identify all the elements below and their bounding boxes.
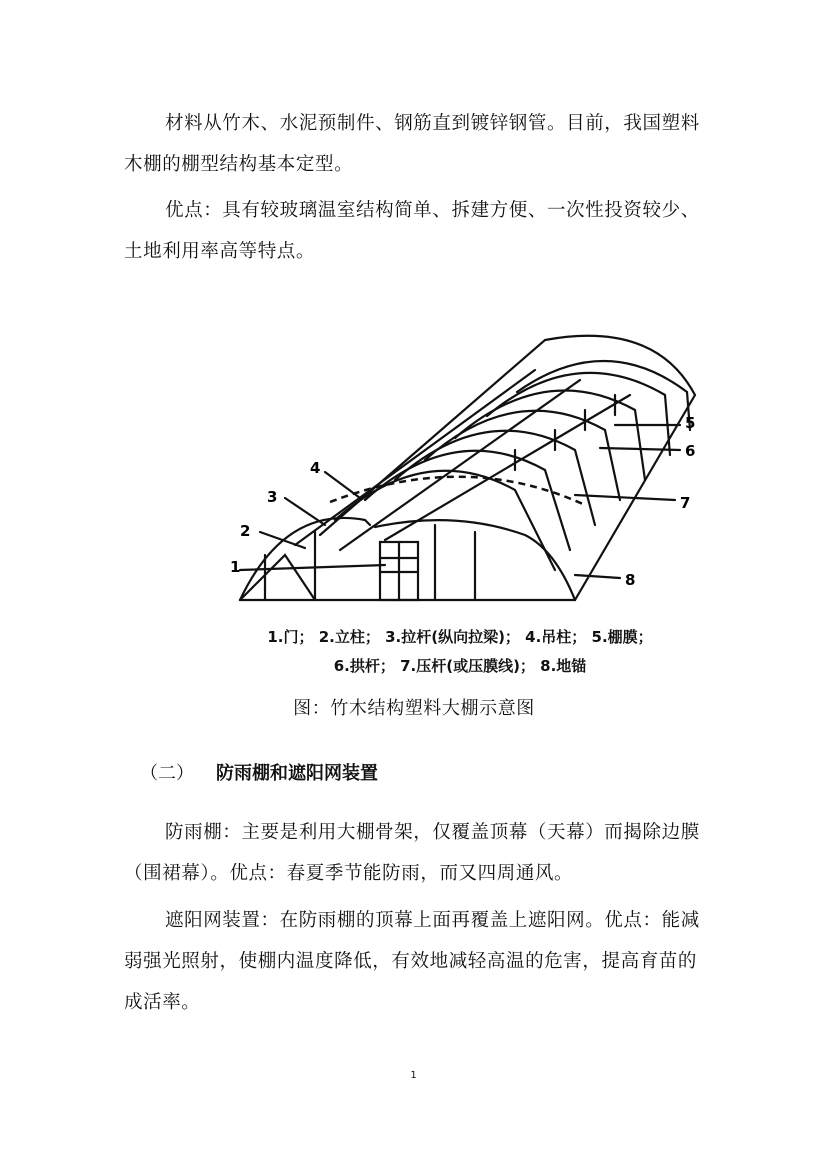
paragraph-advantages: 优点：具有较玻璃温室结构简单、拆建方便、一次性投资较少、土地利用率高等特点。	[124, 200, 700, 262]
section-number: （二）	[140, 763, 194, 784]
section-title: 防雨棚和遮阳网装置	[216, 763, 378, 784]
paragraph-materials: 材料从竹木、水泥预制件、钢筋直到镀锌钢管。目前，我国塑料木棚的棚型结构基本定型。	[124, 113, 700, 175]
paragraph-shade-net: 遮阳网装置：在防雨棚的顶幕上面再覆盖上遮阳网。优点：能减弱强光照射，使棚内温度降低，有效地减轻高温的危害，提高育苗的成活率。	[124, 910, 700, 1013]
greenhouse-diagram	[225, 320, 710, 620]
label-1: 1	[230, 558, 241, 576]
figure-legend-line-1: 1.门； 2.立柱； 3.拉杆(纵向拉梁)； 4.吊柱； 5.棚膜；	[267, 628, 653, 646]
section-heading	[140, 759, 378, 785]
label-2: 2	[240, 522, 251, 540]
label-3: 3	[267, 488, 278, 506]
label-7: 7	[680, 494, 691, 512]
page-number: 1	[410, 1070, 417, 1081]
paragraph-rain-shelter: 防雨棚：主要是利用大棚骨架，仅覆盖顶幕（天幕）而揭除边膜（围裙幕）。优点：春夏季节能防雨，而又四周通风。	[124, 822, 700, 884]
label-4: 4	[310, 459, 321, 477]
label-6: 6	[685, 442, 696, 460]
label-5: 5	[685, 414, 696, 432]
figure-legend-line-2: 6.拱杆； 7.压杆(或压膜线)； 8.地锚	[333, 657, 587, 675]
figure-caption: 图：竹木结构塑料大棚示意图	[293, 698, 535, 719]
label-8: 8	[625, 571, 636, 589]
